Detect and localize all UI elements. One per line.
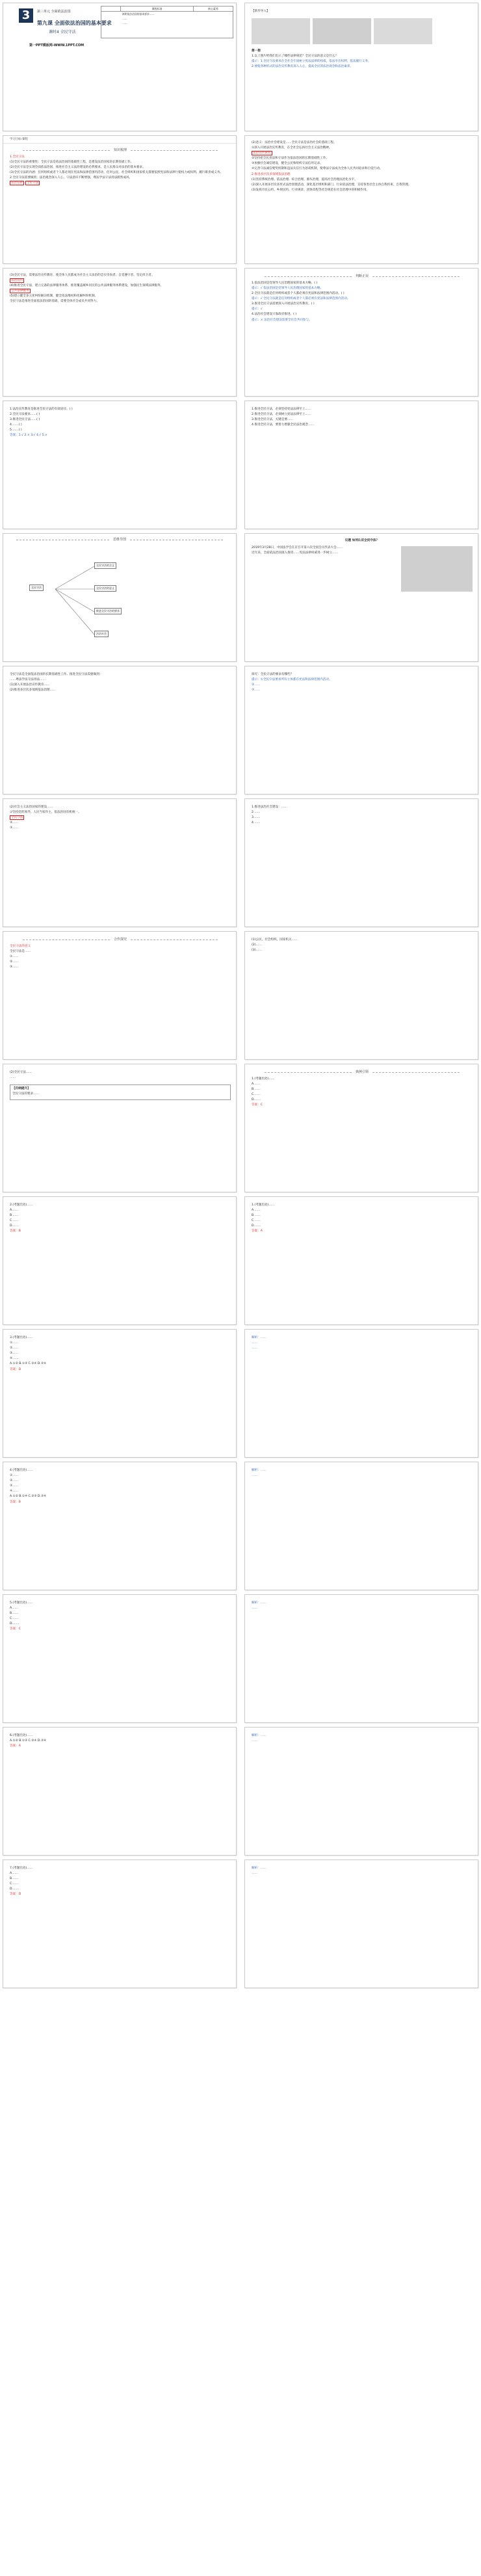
answer: 答案：C xyxy=(252,1103,263,1107)
slide-11 xyxy=(3,666,237,795)
slide-7 xyxy=(3,401,237,529)
para-4: ②…… xyxy=(10,960,19,964)
summary-box: 【归纳提升】 全民守法的要求…… xyxy=(10,1084,231,1100)
option-b: B.…… xyxy=(252,1088,261,1092)
mindmap-node: 法治社会 xyxy=(94,631,109,637)
option-d: D.…… xyxy=(10,1887,20,1891)
para-2: ①深入开展法治宣传教育，在全社会弘扬社会主义法治精神。 xyxy=(252,146,332,150)
think-question: 1.以上图片给我们出示了哪些法律规范？全民守法的意义是什么？ xyxy=(252,55,339,58)
para-3: …… xyxy=(252,1347,258,1350)
para-4: 全民守法是推进全面依法治国的基础，需要全体社会成员共同努力。 xyxy=(10,300,99,304)
slide-21 xyxy=(3,1329,237,1458)
option-b: B.…… xyxy=(10,1877,19,1881)
question-2: 2.全民守法就是任何组织或者个人都必须在宪法和法律范围内活动。( ) xyxy=(252,292,344,296)
para-2: …… xyxy=(252,1739,258,1743)
para-3: 3.…… xyxy=(252,816,261,820)
option-c: C.…… xyxy=(10,1617,19,1621)
para-8: (2)深入开展多层次多形式法治创建活动，深化基层组织和部门、行业依法治理，支持各类社会主体自我约束、自我管理。 xyxy=(252,183,411,187)
answer-2: 提示：√ 全民守法就是任何组织或者个人都必须在宪法和法律范围内活动。 xyxy=(252,297,350,301)
para-4: 2.全民守法需要做到：法治观念深入人心，守法意识不断增强，尊法学法守法用法蔚然成风。 xyxy=(10,176,133,180)
question: 1.(考题出处)…… xyxy=(252,1077,275,1081)
option-b: B.…… xyxy=(10,1214,19,1218)
para-4: ③…… xyxy=(10,826,19,830)
para-1: (2)意义：法治社会建设是……全民守法是法治社会的基础工程。 xyxy=(252,141,337,144)
option-d: D.…… xyxy=(252,1224,261,1228)
option-b: B.…… xyxy=(252,1214,261,1218)
para-9: (3)发挥市民公约、乡规民约、行业规章、团体章程等社会规范在社会治理中的积极作用。 xyxy=(252,188,370,192)
slide-8 xyxy=(244,401,478,529)
section-title: 典例引领 xyxy=(356,1070,369,1074)
para-2: 2.推进全民守法，必须树立宪法法律至上…… xyxy=(252,413,311,417)
highlight-2: 公共法律服务 xyxy=(11,289,29,293)
para-2: 提示：①全民守法要求所有主体都在宪法和法律范围内活动。 xyxy=(252,678,332,682)
answer: 答案：C xyxy=(10,1627,21,1631)
slide-30 xyxy=(244,1860,478,1988)
answer-2: 2.要使各种形式的法治宣传教育深入人心，提高全民的法治观念和法治素养。 xyxy=(252,65,353,69)
standards-table: 课程标准 核心素养 阐明依法治国的基本要求…… …… …… xyxy=(101,6,233,38)
question: 2.(考题出处)…… xyxy=(10,1203,33,1207)
option-d: D.…… xyxy=(10,1622,20,1626)
para-3: ①…… xyxy=(10,955,19,959)
lead-label: 【新华导入】 xyxy=(252,10,270,13)
para-4: 4.…… xyxy=(252,821,261,825)
option-c: C.…… xyxy=(252,1093,261,1097)
slide-14 xyxy=(244,798,478,927)
para-1: (3)全民守法，需要法治宣传教育，使全体人民都成为社会主义法治的忠实崇尚者、自觉遵守者、坚定捍卫者。 xyxy=(10,274,155,277)
question: 6.(考题出处)…… xyxy=(10,1734,33,1737)
answer: 答案：B xyxy=(10,1500,21,1504)
para-1: (1)全民守法的重要性：全民守法是依法治国的基础性工程，是建设法治国家的长期基础工作。 xyxy=(10,161,134,164)
slide-29 xyxy=(3,1860,237,1988)
option-a: A.…… xyxy=(10,1607,19,1610)
statement-2: ②…… xyxy=(10,1347,19,1350)
para-3: (1)深入开展法治宣传教育…… xyxy=(10,683,50,687)
option-b: B.…… xyxy=(10,1612,19,1616)
slide-10 xyxy=(244,533,478,662)
choices: A.①② B.①③ C.②④ D.③④ xyxy=(10,1362,47,1366)
para-5: ③…… xyxy=(10,966,19,969)
para-1: 全民守法是全面依法治国的长期基础性工作。推进全民守法需要做到： xyxy=(10,673,103,676)
para-7: (1)坚持系统治理、依法治理、综合治理、源头治理，提高社会治理法治化水平。 xyxy=(252,177,358,181)
para-2: ……尊法学法守法用法…… xyxy=(10,678,46,682)
slide-16 xyxy=(244,931,478,1060)
lesson-title: 第九课 全面依法治国的基本要求 xyxy=(37,20,112,26)
para-1: (1)公民、社会组织、国家机关…… xyxy=(252,938,298,941)
question: 1.(考题出处)…… xyxy=(252,1203,275,1207)
answer-key: 答案：1.√ 2.× 3.√ 4.√ 5.× xyxy=(10,434,48,438)
para-3: ②坚持把全民普法和守法作为依法治国的长期基础性工作。 xyxy=(252,157,329,161)
section-title: 知识梳理 xyxy=(114,148,127,152)
question: 4.(考题出处)…… xyxy=(10,1469,33,1472)
question-1: 1.法治宣传教育是推进全民守法的有效途径。( ) xyxy=(10,408,73,411)
statement-4: ④…… xyxy=(10,1357,19,1361)
slide-9 xyxy=(3,533,237,662)
para-1: 1.推进法治社会建设：…… xyxy=(252,806,287,809)
para-3: 3.推进全民守法，关键是要…… xyxy=(252,418,294,422)
footer-text: 第一PPT模板网-WWW.1PPT.COM xyxy=(29,44,84,47)
question-5: 5.……( ) xyxy=(10,428,22,432)
highlight: 法治宣传教育 xyxy=(253,151,271,155)
choices: A.①② B.①③ C.②④ D.③④ xyxy=(10,1739,47,1743)
para-2: …… xyxy=(252,1607,258,1610)
statement-1: ①…… xyxy=(10,1474,19,1478)
para-1: 探究：全民守法的要求有哪些？ xyxy=(252,673,294,676)
answer-4: 提示：× 法治社会建设需要全社会共同参与。 xyxy=(252,318,312,322)
choices: A.①② B.①④ C.②③ D.③④ xyxy=(10,1495,47,1499)
period-title: 课时4 全民守法 xyxy=(49,30,76,34)
para-1: 解析：…… xyxy=(252,1867,266,1870)
para-1: 2019年3月28日，中国法学会在京召开第六次全国会员代表大会…… xyxy=(252,545,343,549)
slide-24 xyxy=(244,1462,478,1590)
highlight: 全民守法 xyxy=(11,816,23,820)
slide-4 xyxy=(244,135,478,264)
para-3: ②…… xyxy=(10,821,19,825)
intro-images xyxy=(252,18,473,44)
slide-19 xyxy=(3,1196,237,1325)
para-1: 解析：…… xyxy=(252,1336,266,1339)
para-2: (2)…… xyxy=(252,943,262,947)
answer-3: 提示：√ xyxy=(252,308,263,311)
topic-head: 议题 xyxy=(344,539,352,542)
para-2: 全民守法是…… xyxy=(10,950,31,953)
para-1: (2)社会主义法治国家的建设…… xyxy=(10,806,53,809)
item-heading: 1.全民守法 xyxy=(10,155,25,159)
para-1: 全民守法的意义 xyxy=(10,944,31,948)
mindmap-node: 全民守法的含义 xyxy=(94,562,116,569)
slide-18 xyxy=(3,1064,237,1192)
question-3: 3.推进全民守法需要深入开展法治宣传教育。( ) xyxy=(252,302,315,306)
para-4: ③加强社会诚信建设，健全公民和组织守法信用记录。 xyxy=(252,162,323,166)
para-2: ①坚持党的领导、人民当家作主、依法治国有机统一。 xyxy=(10,811,81,815)
mindmap-lines xyxy=(3,534,237,662)
slide-22 xyxy=(244,1329,478,1458)
meeting-photo xyxy=(401,546,473,592)
answer: 答案：B xyxy=(10,1229,21,1233)
section-title: 思维导图 xyxy=(113,538,127,542)
para-2: …… xyxy=(252,1341,258,1345)
slide-13 xyxy=(3,798,237,927)
answer-1: 提示：1.全民守法要求在全社会牢固树立宪法法律的权威，依法享有权利，依法履行义务。 xyxy=(252,60,371,64)
chapter-number: 3 xyxy=(19,8,33,23)
slide-20 xyxy=(244,1196,478,1325)
slide-26 xyxy=(244,1594,478,1723)
statement-3: ③…… xyxy=(10,1352,19,1356)
statement-1: ①…… xyxy=(10,1341,19,1345)
option-a: A.…… xyxy=(10,1209,19,1213)
slide-5 xyxy=(3,268,237,397)
para-3: (3)…… xyxy=(252,949,262,953)
question-1: 1.依法治国是党领导人民治理国家的基本方略。( ) xyxy=(252,281,318,285)
para-3: (3)全民守法的内涵：任何组织或者个人都必须在宪法和法律范围内活动，任何公民、社会组织和国家机关都要依照宪法和法律行使权力或权利、履行职责或义务。 xyxy=(10,171,224,175)
question: 3.(考题出处)…… xyxy=(10,1336,33,1339)
statement-3: ③…… xyxy=(10,1484,19,1488)
para-2: (4)推进全民守法，建立完备的法律服务体系，推进覆盖城乡居民的公共法律服务体系建设，加强民生领域法律服务。 xyxy=(10,284,164,288)
think-head: 想一想 xyxy=(252,49,261,53)
slide-17 xyxy=(244,1064,478,1192)
para-2: 2.…… xyxy=(252,811,261,815)
answer: 答案：A xyxy=(10,1744,21,1748)
para-6: 2.推进多层次多领域依法治理 xyxy=(252,172,291,176)
para-2: …… xyxy=(252,1474,258,1478)
para-2: …… xyxy=(10,1076,16,1080)
para-1: 解析：…… xyxy=(252,1601,266,1605)
slide-3 xyxy=(3,135,237,264)
question-4: 4.法治社会建设只靠政府推进。( ) xyxy=(252,313,297,317)
para-4: (2)推进多层次多领域依法治理…… xyxy=(10,689,56,692)
option-a: A.…… xyxy=(10,1872,19,1876)
slide-12 xyxy=(244,666,478,795)
section-title: 判断正误 xyxy=(356,274,369,278)
para-5: ④完善守法诚信褒奖机制和违法失信行为惩戒机制，使尊法守法成为全体人民共同追求和自觉行动。 xyxy=(252,167,383,171)
para-4: 4.推进全民守法，要着力增强全民法治观念…… xyxy=(252,423,315,427)
para-2: …… xyxy=(252,1872,258,1876)
para-1: 解析：…… xyxy=(252,1469,266,1472)
para-1: 解析：…… xyxy=(252,1734,266,1737)
option-c: C.…… xyxy=(252,1219,261,1223)
highlight-1: 法治信仰 xyxy=(11,181,23,185)
para-2: 近年来，全面依法治国深入推进……宪法法律权威进一步树立…… xyxy=(252,551,339,555)
slide-15 xyxy=(3,931,237,1060)
topic-title: 如何认识全民守法？ xyxy=(352,539,380,542)
question-2: 2.全民守法要求……( ) xyxy=(10,413,40,417)
option-a: A.…… xyxy=(252,1083,261,1086)
question-4: 4.……( ) xyxy=(10,423,22,427)
answer-1: 提示：√ 依法治国是党领导人民治理国家的基本方略。 xyxy=(252,287,324,290)
para-1: 1.推进全民守法，必须坚持宪法法律至上…… xyxy=(252,408,311,411)
option-a: A.…… xyxy=(252,1209,261,1213)
question: 7.(考题出处)…… xyxy=(10,1867,33,1870)
slide-28 xyxy=(244,1727,478,1856)
option-c: C.…… xyxy=(10,1882,19,1886)
mindmap-node: 全民守法的意义 xyxy=(94,585,116,592)
option-c: C.…… xyxy=(10,1219,19,1223)
highlight-2: 全民守法 xyxy=(26,181,39,185)
slide-6 xyxy=(244,268,478,397)
para-3: (5)建立健全多元化纠纷解决机制，健全依法维权和化解纠纷机制。 xyxy=(10,295,98,298)
slide-23 xyxy=(3,1462,237,1590)
statement-4: ④…… xyxy=(10,1490,19,1493)
answer: 答案：D xyxy=(10,1367,21,1371)
section-title: 合作探究 xyxy=(114,938,127,941)
answer: 答案：A xyxy=(252,1229,263,1233)
slide-2 xyxy=(244,3,478,131)
mindmap-root: 全民守法 xyxy=(29,585,44,591)
slide-1 xyxy=(3,3,237,131)
slide-27 xyxy=(3,1727,237,1856)
slide-25 xyxy=(3,1594,237,1723)
para-1: (2)全民守法…… xyxy=(10,1071,32,1074)
question: 5.(考题出处)…… xyxy=(10,1601,33,1605)
question-3: 3.推进全民守法……( ) xyxy=(10,418,40,422)
mindmap-node: 推进全民守法的要求 xyxy=(94,608,122,614)
answer: 答案：D xyxy=(10,1893,21,1897)
option-d: D.…… xyxy=(10,1224,20,1228)
para-3: ②…… xyxy=(252,683,261,687)
unit-label: 第三单元 全面依法治国 xyxy=(37,10,71,14)
statement-2: ②…… xyxy=(10,1479,19,1483)
topbar-label: 学习目标-课程 xyxy=(10,138,28,141)
para-2: (2)全民守法是实现全面依法治国，推进社会主义法治建设的必然要求，是人民群众对法治的基本要求。 xyxy=(10,166,146,170)
option-d: D.…… xyxy=(252,1098,261,1102)
highlight-1: 法治宣传 xyxy=(11,279,23,283)
para-4: ③…… xyxy=(252,689,261,692)
